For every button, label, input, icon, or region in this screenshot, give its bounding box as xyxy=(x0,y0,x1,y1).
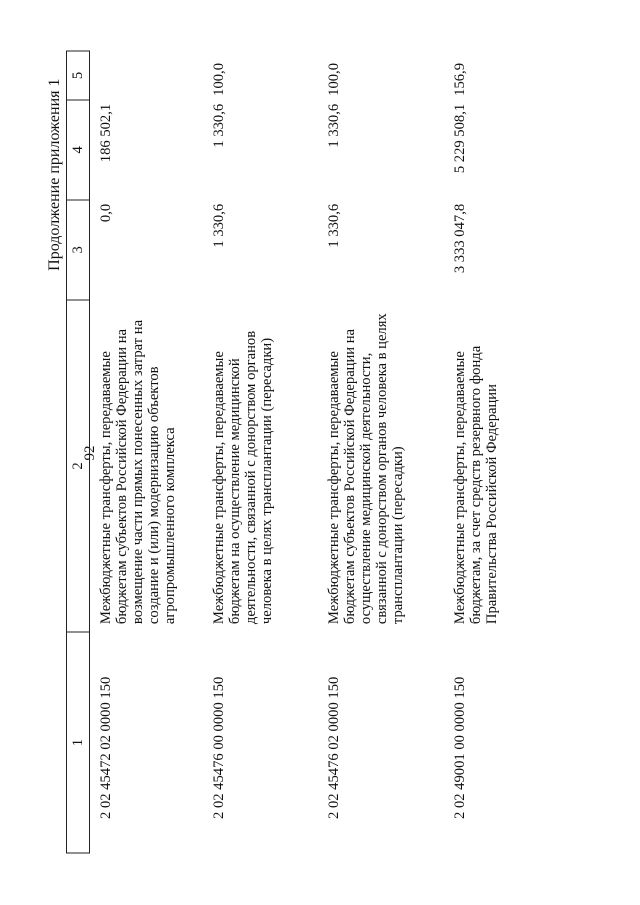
budget-code: 2 02 45472 02 0000 150 xyxy=(98,676,114,819)
value-col-4: 1 330,6 xyxy=(326,103,342,148)
transfer-name: Межбюджетные трансферты, передаваемые бюджетам, за счет средств резервного фонда Правительства Российской Федерации xyxy=(452,345,500,624)
value-col-5 xyxy=(90,51,204,100)
header-col-2: 2 xyxy=(67,299,90,631)
header-col-1: 1 xyxy=(67,632,90,853)
budget-code: 2 02 45476 02 0000 150 xyxy=(326,676,342,819)
budget-code: 2 02 49001 00 0000 150 xyxy=(452,676,468,819)
header-col-4: 4 xyxy=(67,99,90,199)
value-col-4: 1 330,6 xyxy=(211,103,227,148)
table-header-row xyxy=(67,51,90,853)
transfer-name: Межбюджетные трансферты, передаваемые бюджетам субъектов Российской Федерации на осуществление медицинской деятельности, связанной с донорством органов человека в целях трансплантации (пересадки) xyxy=(326,312,406,624)
table-row xyxy=(444,51,560,853)
table-row xyxy=(318,51,444,853)
transfer-name: Межбюджетные трансферты, передаваемые бюджетам субъектов Российской Федерации на возмещение части прямых понесенных затрат на создание и (или) модернизацию объектов агропромышленного комплекса xyxy=(98,319,178,624)
value-col-5: 156,9 xyxy=(452,62,468,96)
value-col-3: 3 333 047,8 xyxy=(452,203,468,273)
value-col-5: 100,0 xyxy=(326,62,342,96)
transfer-name: Межбюджетные трансферты, передаваемые бюджетам на осуществление медицинской деятельности, связанной с донорством органов человека в целях трансплантации (пересадки) xyxy=(211,330,275,624)
table-row xyxy=(203,51,318,853)
value-col-3: 0,0 xyxy=(98,203,114,222)
value-col-4: 5 229 508,1 xyxy=(452,103,468,173)
value-col-3: 1 330,6 xyxy=(211,203,227,248)
value-col-5: 100,0 xyxy=(211,62,227,96)
header-col-3: 3 xyxy=(67,199,90,299)
budget-code: 2 02 45476 00 0000 150 xyxy=(211,676,227,819)
value-col-3: 1 330,6 xyxy=(326,203,342,248)
value-col-4: 186 502,1 xyxy=(98,103,114,162)
table-row xyxy=(90,51,204,853)
data-table xyxy=(66,50,560,853)
appendix-caption: Продолжение приложения 1 xyxy=(46,78,63,271)
page-number: 92 xyxy=(82,445,98,460)
header-col-5: 5 xyxy=(67,51,90,100)
